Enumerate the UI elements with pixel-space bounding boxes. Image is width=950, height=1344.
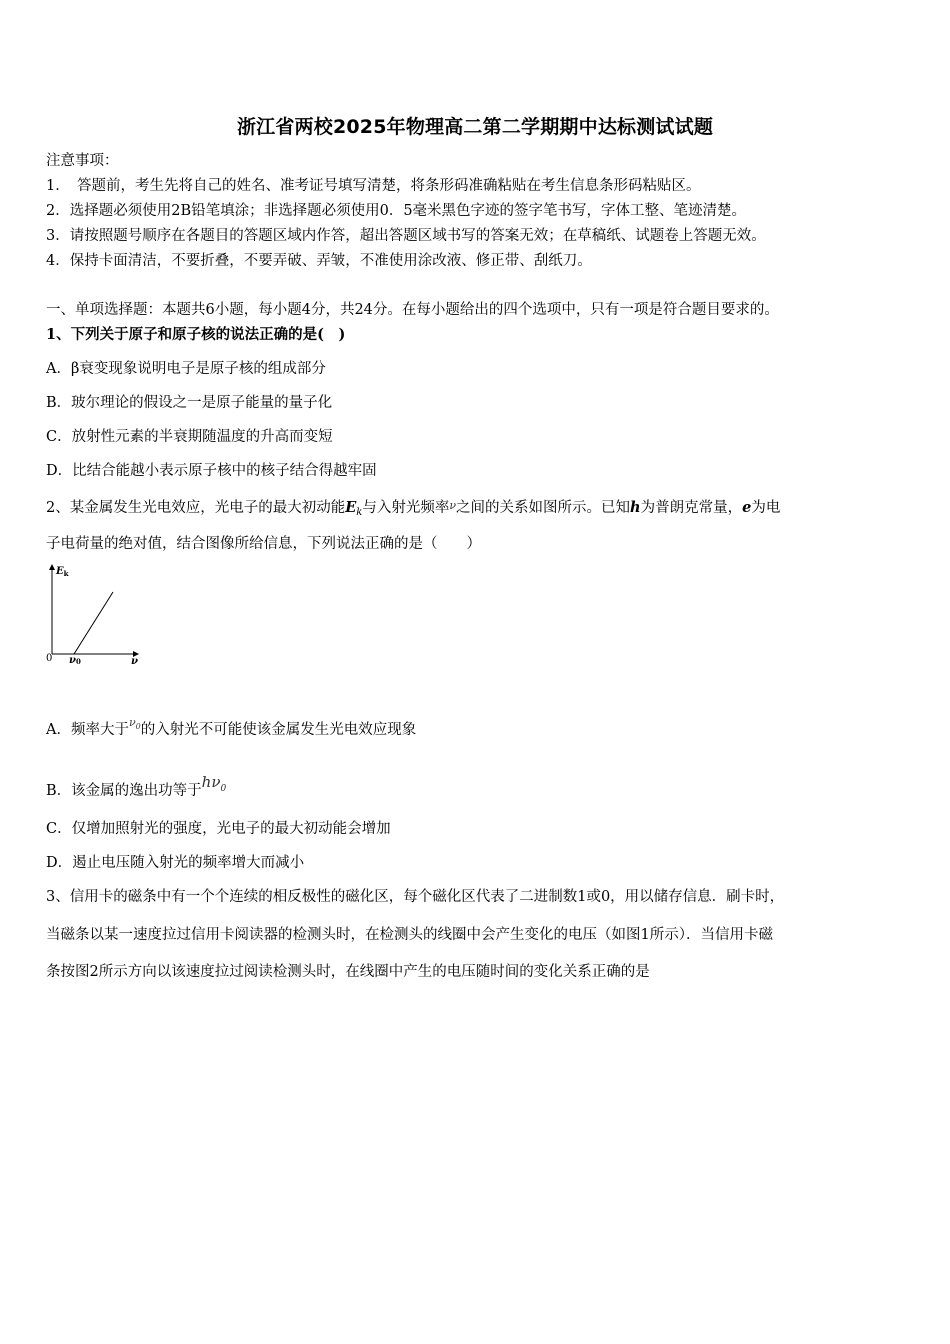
- q2-stem-line1: [46, 497, 780, 522]
- q2-e-symbol: e: [742, 499, 752, 516]
- q2-stem-part2: 与入射光频率: [362, 500, 450, 516]
- section-heading: 一、单项选择题：本题共6小题，每小题4分，共24分。在每小题给出的四个选项中，只有一项是符合题目要求的。: [46, 302, 779, 318]
- notice-item-2: 2．选择题必须使用2B铅笔填涂；非选择题必须使用0．5毫米黑色字迹的签字笔书写，字体工整、笔迹清楚。: [46, 203, 747, 219]
- y-axis-label: $E_k$: [56, 566, 69, 578]
- q2-stem-part4: 为普朗克常量，: [640, 500, 743, 516]
- ek-line: [74, 592, 113, 654]
- q2-option-c: C．仅增加照射光的强度，光电子的最大初动能会增加: [46, 821, 391, 837]
- notice-item-4: 4．保持卡面清洁，不要折叠，不要弄破、弄皱，不准使用涂改液、修正带、刮纸刀。: [46, 253, 592, 269]
- q2-option-a-math: ν0: [128, 716, 141, 732]
- nu0-label: ν0: [69, 655, 81, 666]
- q2-ek-symbol: [345, 499, 362, 516]
- q3-stem-line2: 当磁条以某一速度拉过信用卡阅读器的检测头时，在检测头的线圈中会产生变化的电压（如图1所示）．当信用卡磁: [46, 927, 773, 943]
- q2-option-b: [46, 773, 226, 800]
- origin-label: 0: [46, 653, 53, 664]
- q2-stem-part5: 为电: [751, 500, 781, 516]
- q2-ek-k: k: [356, 507, 363, 518]
- q1-option-a: A．β衰变现象说明电子是原子核的组成部分: [46, 361, 326, 377]
- q2-option-d: D．遏止电压随入射光的频率增大而减小: [46, 855, 305, 871]
- notice-item-3: 3．请按照题号顺序在各题目的答题区域内作答，超出答题区域书写的答案无效；在草稿纸、试题卷上答题无效。: [46, 228, 766, 244]
- q2-stem-line2: 子电荷量的绝对值，结合图像所给信息，下列说法正确的是（ ）: [46, 536, 481, 552]
- q3-stem-line1: 3、信用卡的磁条中有一个个连续的相反极性的磁化区，每个磁化区代表了二进制数1或0，用以储存信息．刷卡时，: [46, 889, 785, 905]
- notice-item-1: 1． 答题前，考生先将自己的姓名、准考证号填写清楚，将条形码准确粘贴在考生信息条形码粘贴区。: [46, 178, 701, 194]
- q2-h-symbol: h: [630, 499, 641, 516]
- q1-option-d: D．比结合能越小表示原子核中的核子结合得越牢固: [46, 463, 377, 479]
- q1-option-b: B．玻尔理论的假设之一是原子能量的量子化: [46, 395, 333, 411]
- q2-stem-part3: 之间的关系如图所示。已知: [456, 500, 631, 516]
- notice-heading: 注意事项：: [46, 153, 119, 169]
- q2-stem-part1: 2、某金属发生光电效应，光电子的最大初动能: [46, 500, 346, 516]
- q2-ek-nu-graph: [40, 562, 150, 672]
- q1-stem: 1、下列关于原子和原子核的说法正确的是( ): [46, 326, 346, 343]
- q2-ek-e: E: [345, 499, 357, 516]
- q1-option-c: C．放射性元素的半衰期随温度的升高而变短: [46, 429, 333, 445]
- page-title: 浙江省两校2025年物理高二第二学期期中达标测试试题: [236, 116, 714, 138]
- q2-option-a-part2: 的入射光不可能使该金属发生光电效应现象: [140, 722, 417, 738]
- q2-option-b-math: $h\nu_0$: [201, 773, 227, 794]
- q2-option-a: [46, 714, 416, 739]
- q2-option-b-part1: B．该金属的逸出功等于: [46, 783, 202, 799]
- q3-stem-line3: 条按图2所示方向以该速度拉过阅读检测头时，在线圈中产生的电压随时间的变化关系正确的是: [46, 964, 650, 980]
- x-axis-label: ν: [131, 656, 138, 667]
- q2-nu-symbol: ν: [449, 499, 457, 512]
- q2-option-a-part1: A．频率大于: [46, 722, 129, 738]
